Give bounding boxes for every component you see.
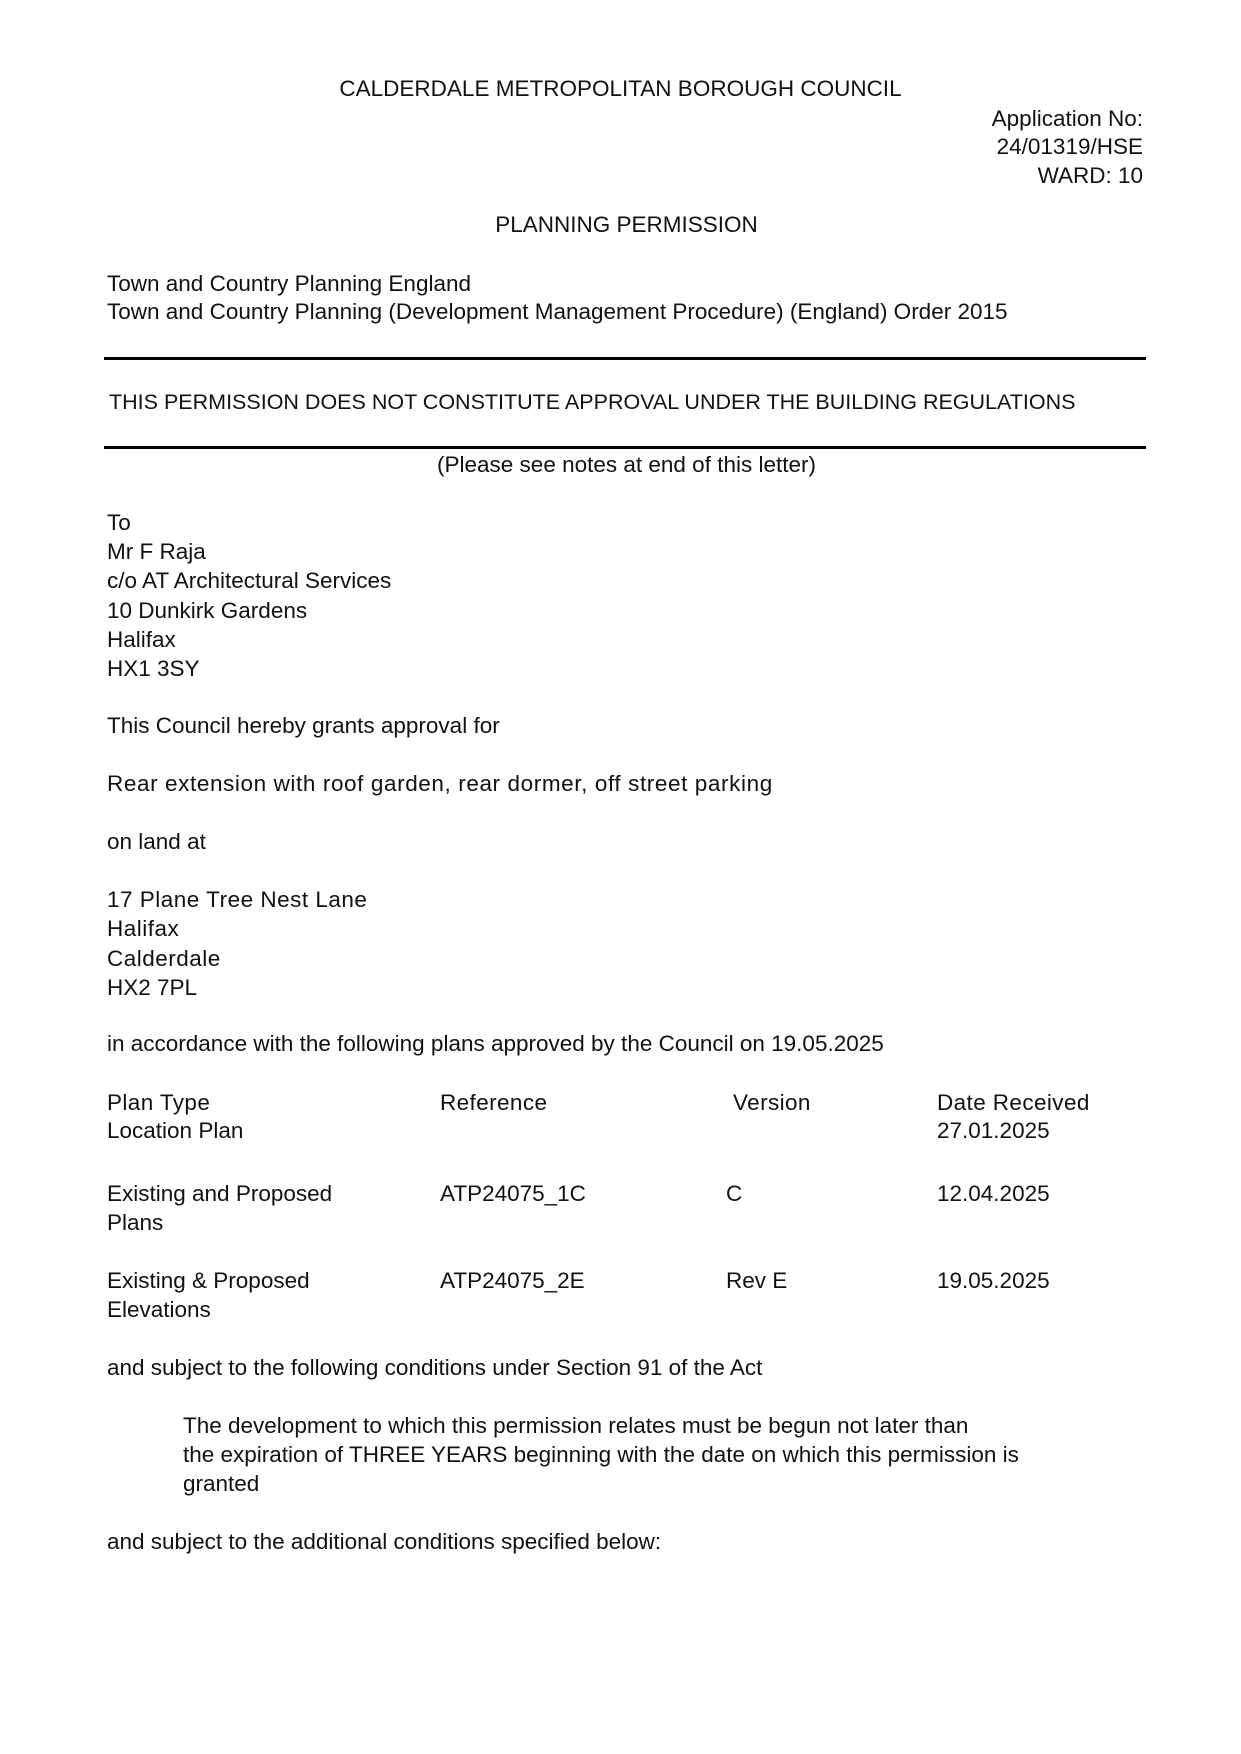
plan-type: Existing & Proposed [107, 1268, 310, 1293]
council-name: CALDERDALE METROPOLITAN BOROUGH COUNCIL [339, 76, 902, 101]
condition-line: the expiration of THREE YEARS beginning with the date on which this permission is [183, 1442, 1019, 1467]
address-line: Halifax [107, 916, 180, 941]
address-line: c/o AT Architectural Services [107, 568, 392, 593]
column-header-date-received: Date Received [937, 1090, 1090, 1115]
date-received: 12.04.2025 [937, 1181, 1050, 1206]
address-line: Halifax [107, 627, 176, 652]
conditions-intro: and subject to the following conditions under Section 91 of the Act [107, 1355, 763, 1380]
address-line: To [107, 510, 131, 535]
application-number: 24/01319/HSE [996, 134, 1143, 159]
plans-intro: in accordance with the following plans approved by the Council on 19.05.2025 [107, 1031, 884, 1056]
address-line: 17 Plane Tree Nest Lane [107, 887, 368, 912]
column-header-version: Version [733, 1090, 811, 1115]
application-label: Application No: [991, 106, 1143, 131]
address-line: Mr F Raja [107, 539, 206, 564]
act-line: Town and Country Planning (Development Management Procedure) (England) Order 2015 [107, 299, 1008, 324]
condition-line: granted [183, 1471, 260, 1496]
plan-type: Elevations [107, 1297, 211, 1322]
plan-type: Existing and Proposed [107, 1181, 333, 1206]
act-line: Town and Country Planning England [107, 271, 471, 296]
divider [104, 446, 1146, 449]
divider [104, 357, 1146, 360]
plan-type: Plans [107, 1210, 164, 1235]
building-regs-notice: THIS PERMISSION DOES NOT CONSTITUTE APPROVAL UNDER THE BUILDING REGULATIONS [109, 390, 1076, 414]
additional-conditions-intro: and subject to the additional conditions specified below: [107, 1529, 662, 1554]
reference: ATP24075_1C [440, 1181, 586, 1206]
grant-intro: This Council hereby grants approval for [107, 713, 500, 738]
ward: WARD: 10 [1037, 163, 1143, 188]
date-received: 19.05.2025 [937, 1268, 1050, 1293]
address-line: HX1 3SY [107, 656, 200, 681]
land-intro: on land at [107, 829, 206, 854]
address-line: HX2 7PL [107, 975, 198, 1000]
address-line: Calderdale [107, 946, 221, 971]
plan-type: Location Plan [107, 1118, 244, 1143]
column-header-reference: Reference [440, 1090, 548, 1115]
reference: ATP24075_2E [440, 1268, 585, 1293]
address-line: 10 Dunkirk Gardens [107, 598, 308, 623]
proposal-description: Rear extension with roof garden, rear dormer, off street parking [107, 771, 773, 796]
notes-reference: (Please see notes at end of this letter) [437, 452, 816, 477]
version: Rev E [726, 1268, 788, 1293]
page-title: PLANNING PERMISSION [495, 212, 758, 237]
condition-line: The development to which this permission relates must be begun not later than [183, 1413, 969, 1438]
date-received: 27.01.2025 [937, 1118, 1050, 1143]
column-header-plan-type: Plan Type [107, 1090, 211, 1115]
version: C [726, 1181, 743, 1206]
